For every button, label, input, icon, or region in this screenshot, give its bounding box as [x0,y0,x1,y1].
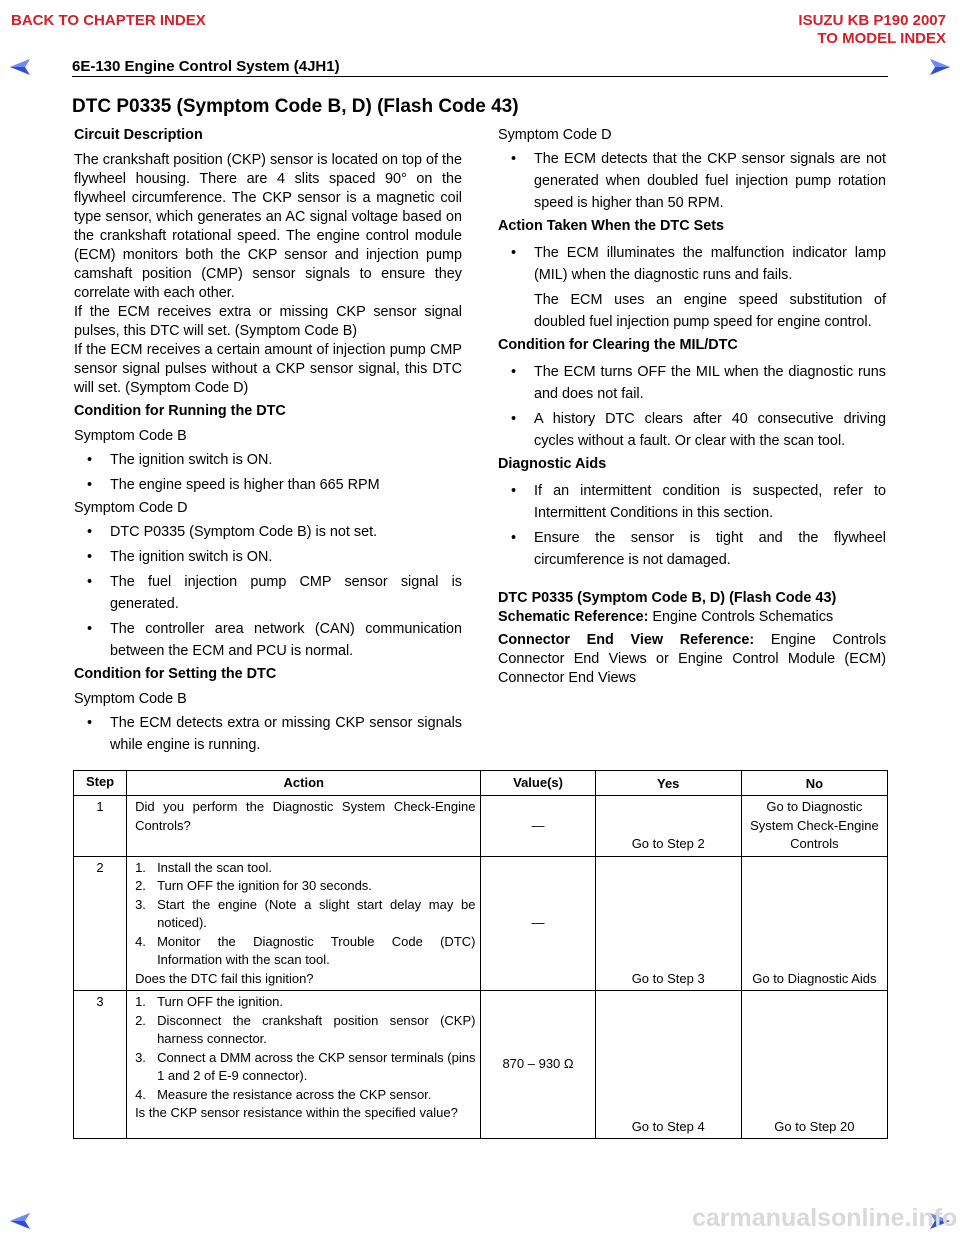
action-item: 1. Install the scan tool. [135,859,272,875]
setting-conditions-heading: Condition for Setting the DTC [74,666,277,682]
clearing-conditions-heading: Condition for Clearing the MIL/DTC [498,337,738,353]
column-header-values: Value(s) [481,771,595,796]
list-item: • The engine speed is higher than 665 RPM [74,474,462,496]
action-taken-heading: Action Taken When the DTC Sets [498,218,725,234]
diagnostic-steps-table [73,770,888,1139]
list-item: • A history DTC clears after 40 consecutive driving cycles without a fault. Or clear with the scan tool. [498,408,886,452]
list-item: • DTC P0335 (Symptom Code B) is not set. [74,521,462,543]
table-header-row [74,771,888,796]
connector-reference-link[interactable]: Engine Controls Connector End Views or Engine Control Module (ECM) Connector End Views [498,632,887,686]
symptom-code-label: Symptom Code D [498,127,612,143]
table-row [74,991,888,1139]
bullet-list [498,242,886,286]
back-to-chapter-index-link[interactable]: BACK TO CHAPTER INDEX [11,12,206,29]
bullet-list [74,521,462,662]
action-item: 3. Connect a DMM across the CKP sensor terminals (pins 1 and 2 of E-9 connector). [135,1049,476,1083]
list-item: • The controller area network (CAN) communication between the ECM and PCU is normal. [74,618,462,662]
step-action: Did you perform the Diagnostic System Check-Engine Controls? [127,796,481,857]
previous-page-arrow-icon[interactable] [8,58,38,76]
step-number: 2 [74,856,127,991]
action-item: 4. Measure the resistance across the CKP sensor. [135,1086,432,1102]
column-header-no: No [741,771,887,796]
circuit-description-paragraph: If the ECM receives a certain amount of injection pump CMP sensor signal pulses without a CKP sensor signal, this DTC will set. (Symptom Code D) [74,342,462,396]
document-title: DTC P0335 (Symptom Code B, D) (Flash Code 43) [72,96,519,117]
bullet-list [74,712,462,756]
header-divider [72,76,888,77]
step-value: 870 – 930 Ω [481,991,595,1139]
watermark: carmanualsonline.info [692,1204,958,1232]
table-row [74,856,888,991]
schematic-reference-link[interactable]: Engine Controls Schematics [652,609,834,625]
step-value: — [481,796,595,857]
to-model-index[interactable]: TO MODEL INDEX [817,30,946,47]
action-list [135,993,475,1104]
column-header-step: Step [74,771,127,796]
page-header-title: 6E-130 Engine Control System (4JH1) [72,58,340,75]
circuit-description-heading: Circuit Description [74,127,203,143]
left-column [74,126,462,759]
action-item: 2. Disconnect the crankshaft position sensor (CKP) harness connector. [135,1012,476,1046]
action-item: 4. Monitor the Diagnostic Trouble Code (DTC) Information with the scan tool. [135,933,476,967]
connector-reference [498,631,886,688]
next-page-arrow-icon[interactable] [922,58,952,76]
list-item: • The fuel injection pump CMP sensor signal is generated. [74,571,462,615]
circuit-description-paragraph: The crankshaft position (CKP) sensor is located on top of the flywheel housing. There are 4 slits spaced 90° on the flywheel circumference. The CKP sensor is a magnetic coil type sensor, which generates an AC signal voltage based on the crankshaft rotational speed. The engine control module (ECM) monitors both the CKP sensor and injection pump camshaft position (CMP) sensor signals to ensure they correlate with each other. [74,152,462,301]
list-item: • The ECM detects extra or missing CKP sensor signals while engine is running. [74,712,462,756]
schematic-reference-label: Schematic Reference: [498,609,649,625]
symptom-code-label: Symptom Code B [74,428,187,444]
yes-result-link[interactable]: Go to Step 3 [595,856,741,991]
step-action [127,856,481,991]
no-result-link[interactable]: Go to Step 20 [741,991,887,1139]
connector-reference-label: Connector End View Reference: [498,632,755,648]
yes-result-link[interactable]: Go to Step 2 [595,796,741,857]
running-conditions-heading: Condition for Running the DTC [74,403,286,419]
previous-page-arrow-icon[interactable] [8,1212,38,1230]
table-row [74,796,888,857]
dtc-subtitle: DTC P0335 (Symptom Code B, D) (Flash Code 43) [498,590,837,606]
action-taken-note: The ECM uses an engine speed substitution of doubled fuel injection pump speed for engine control. [534,292,886,330]
list-item: • The ECM illuminates the malfunction indicator lamp (MIL) when the diagnostic runs and fails. [498,242,886,286]
list-item: • If an intermittent condition is suspected, refer to Intermittent Conditions in this section. [498,480,886,524]
bullet-list [498,361,886,452]
model-index-link[interactable] [798,12,946,48]
action-item: 3. Start the engine (Note a slight start delay may be noticed). [135,896,476,930]
no-result-link[interactable]: Go to Diagnostic Aids [741,856,887,991]
action-question: Does the DTC fail this ignition? [135,970,314,986]
action-item: 2. Turn OFF the ignition for 30 seconds. [135,878,372,893]
bullet-list [74,449,462,496]
action-list [135,859,475,970]
schematic-reference [498,608,886,627]
right-column [498,126,886,692]
column-header-yes: Yes [595,771,741,796]
step-value: — [481,856,595,991]
model-title[interactable]: ISUZU KB P190 2007 [798,12,946,29]
circuit-description-paragraph: If the ECM receives extra or missing CKP sensor signal pulses, this DTC will set. (Symptom Code B) [74,304,462,339]
list-item: • The ignition switch is ON. [74,449,462,471]
yes-result-link[interactable]: Go to Step 4 [595,991,741,1139]
step-action [127,991,481,1139]
no-result-link[interactable]: Go to Diagnostic System Check-Engine Controls [741,796,887,857]
step-number: 1 [74,796,127,857]
symptom-code-label: Symptom Code D [74,500,188,516]
list-item: • The ECM detects that the CKP sensor signals are not generated when doubled fuel injection pump rotation speed is higher than 50 RPM. [498,148,886,214]
action-question: Is the CKP sensor resistance within the specified value? [135,1105,458,1120]
step-number: 3 [74,991,127,1139]
bullet-list [498,148,886,214]
symptom-code-label: Symptom Code B [74,691,187,707]
list-item: • Ensure the sensor is tight and the flywheel circumference is not damaged. [498,527,886,571]
action-item: 1. Turn OFF the ignition. [135,994,284,1009]
bullet-list [498,480,886,571]
column-header-action: Action [127,771,481,796]
list-item: • The ignition switch is ON. [74,546,462,568]
diagnostic-aids-heading: Diagnostic Aids [498,456,607,472]
list-item: • The ECM turns OFF the MIL when the diagnostic runs and does not fail. [498,361,886,405]
